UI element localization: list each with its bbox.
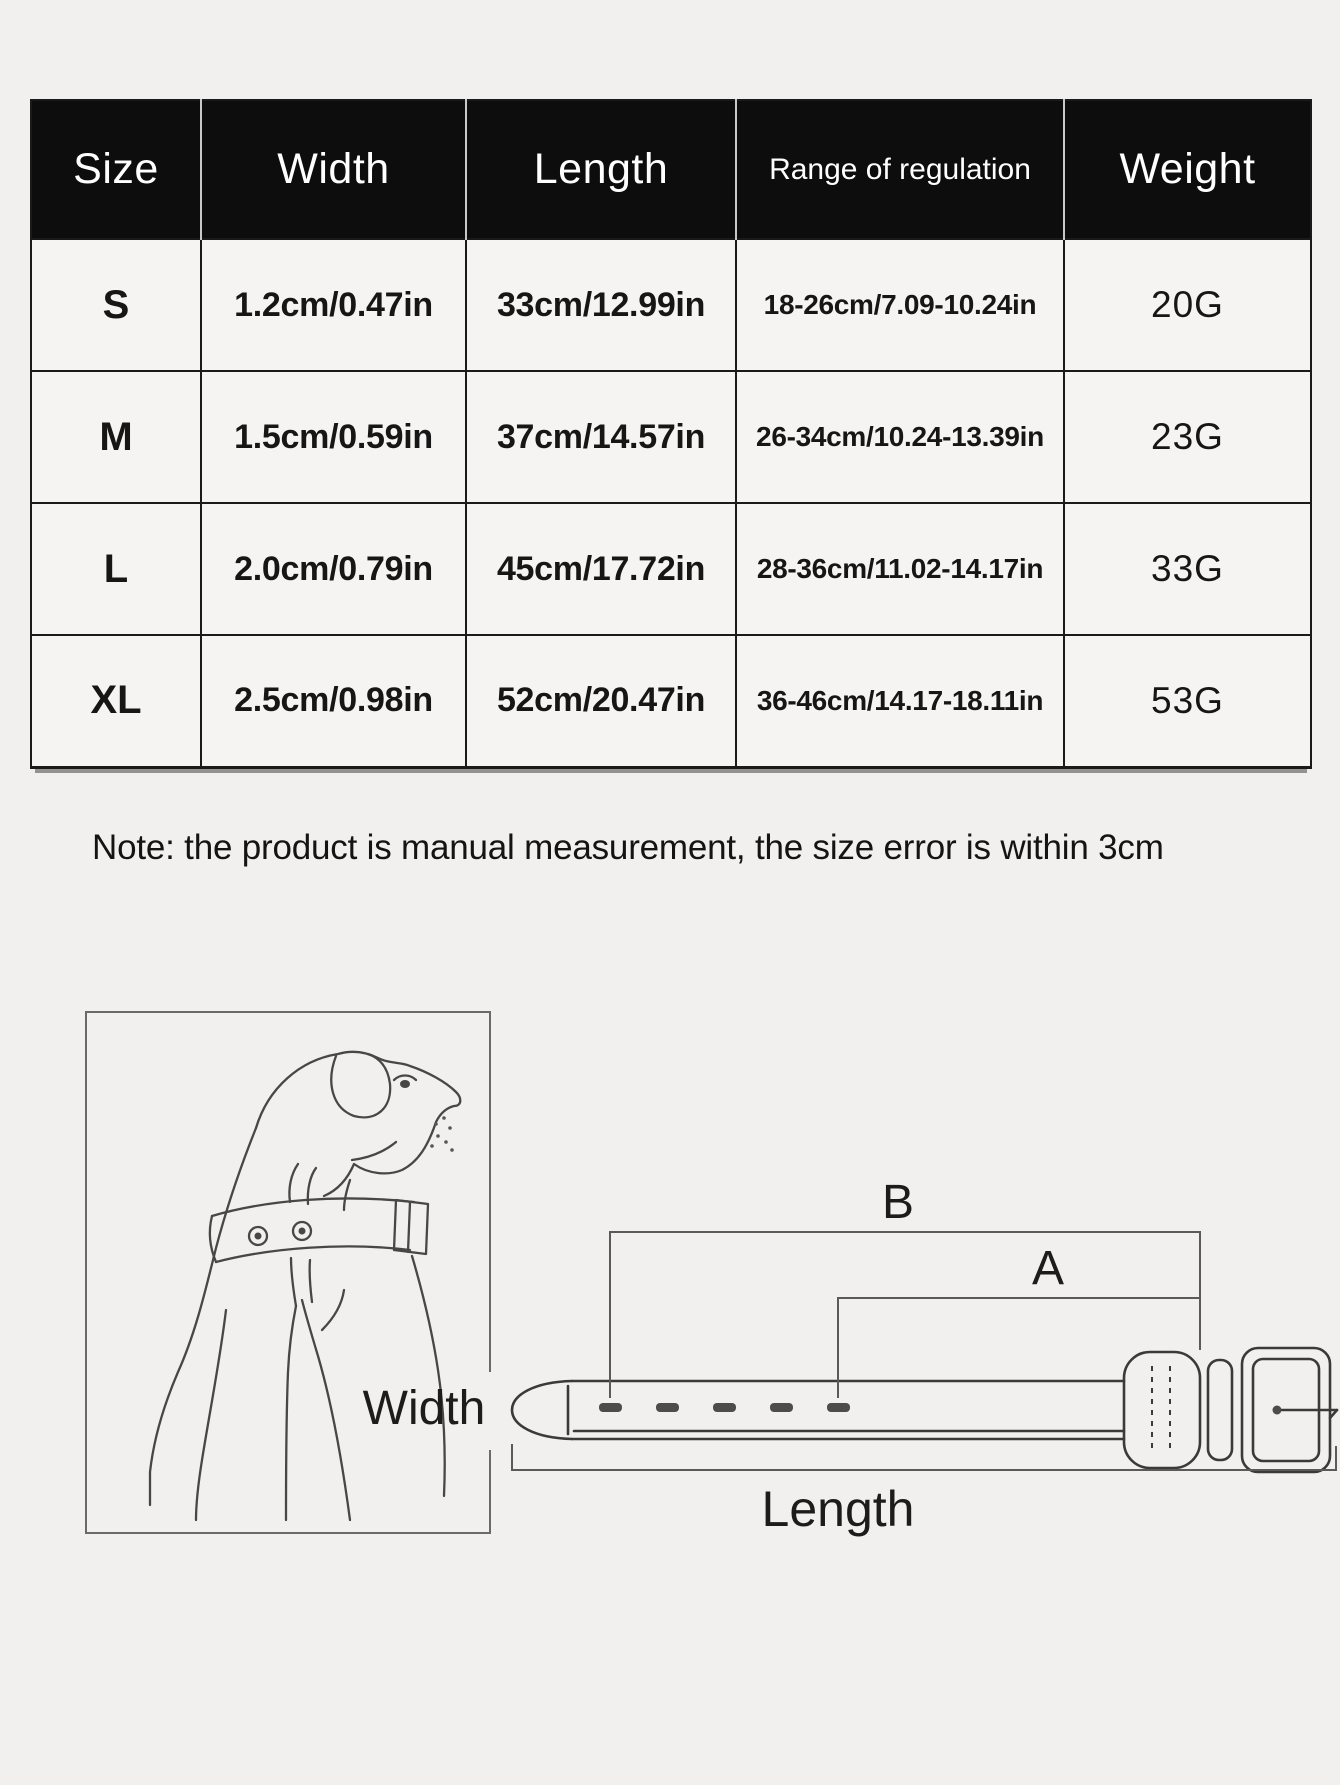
cell-width: 1.5cm/0.59in: [201, 371, 466, 503]
stipple-dot: [450, 1148, 454, 1152]
measurement-brackets: [512, 1232, 1336, 1470]
cell-range: 18-26cm/7.09-10.24in: [736, 239, 1064, 371]
hand-arm-outer: [302, 1300, 350, 1520]
dog-front-leg-line: [196, 1310, 226, 1520]
cell-size: XL: [31, 635, 201, 767]
stipple-dot: [434, 1122, 438, 1126]
cell-range: 26-34cm/10.24-13.39in: [736, 371, 1064, 503]
stipple-dot: [448, 1126, 452, 1130]
strap-hole: [599, 1403, 622, 1412]
header-weight: Weight: [1064, 100, 1311, 239]
dog-eye: [394, 1076, 416, 1081]
collar-bottom-edge: [216, 1246, 410, 1262]
cell-weight: 33G: [1064, 503, 1311, 635]
cell-length: 33cm/12.99in: [466, 239, 736, 371]
cell-weight: 53G: [1064, 635, 1311, 767]
label-width: Width: [362, 1382, 486, 1435]
cell-size: S: [31, 239, 201, 371]
strap-hole: [713, 1403, 736, 1412]
strap-hole: [656, 1403, 679, 1412]
dog-mouth-line: [352, 1142, 396, 1160]
cell-width: 2.0cm/0.79in: [201, 503, 466, 635]
stipple-dot: [444, 1140, 448, 1144]
header-length: Length: [466, 100, 736, 239]
hand-finger-under-collar: [310, 1260, 312, 1302]
collar-top-edge: [212, 1198, 414, 1216]
header-width: Width: [201, 100, 466, 239]
label-length: Length: [761, 1481, 915, 1537]
stipple-dot: [442, 1116, 446, 1120]
label-b: B: [881, 1176, 915, 1229]
strap-left-cap: [512, 1381, 572, 1439]
dog-head-outline: [256, 1052, 460, 1196]
cell-width: 1.2cm/0.47in: [201, 239, 466, 371]
header-range: Range of regulation: [736, 100, 1064, 239]
strap-hole: [827, 1403, 850, 1412]
cell-length: 45cm/17.72in: [466, 503, 736, 635]
strap-hole: [770, 1403, 793, 1412]
collar-eyelet-hole: [255, 1233, 262, 1240]
loop-bar: [1208, 1360, 1232, 1460]
cell-weight: 23G: [1064, 371, 1311, 503]
header-size: Size: [31, 100, 201, 239]
cell-range: 36-46cm/14.17-18.11in: [736, 635, 1064, 767]
dog-throat-line: [344, 1180, 350, 1210]
cell-width: 2.5cm/0.98in: [201, 635, 466, 767]
hand-thumb: [322, 1290, 344, 1330]
cell-length: 52cm/20.47in: [466, 635, 736, 767]
collar-buckle-on-dog: [394, 1200, 428, 1254]
dog-ear: [331, 1054, 390, 1117]
cell-length: 37cm/14.57in: [466, 371, 736, 503]
collar-eyelet-hole: [299, 1228, 306, 1235]
illustration-frame: [86, 1012, 490, 1533]
dog-muzzle-stipple: [430, 1116, 454, 1152]
strap-holes: [599, 1403, 850, 1412]
hand-sketch: [286, 1164, 350, 1520]
bracket-b: [610, 1232, 1200, 1398]
hand-arm-inner: [286, 1306, 296, 1520]
label-a: A: [1031, 1242, 1065, 1295]
hand-fingertip-above-collar: [289, 1164, 298, 1202]
hand-finger-under-collar: [291, 1258, 296, 1306]
keeper-loop: [1124, 1352, 1200, 1468]
frame-border: [86, 1012, 490, 1533]
dog-collar-fitting-illustration: [150, 1052, 460, 1520]
collar-diagram: [512, 1348, 1337, 1472]
cell-range: 28-36cm/11.02-14.17in: [736, 503, 1064, 635]
bracket-a: [838, 1298, 1200, 1398]
stipple-dot: [430, 1144, 434, 1148]
measurement-note: Note: the product is manual measurement, the size error is within 3cm: [92, 828, 1164, 867]
dog-eye-pupil: [400, 1080, 410, 1088]
cell-size: L: [31, 503, 201, 635]
buckle-pin-hole: [1273, 1406, 1282, 1415]
cell-size: M: [31, 371, 201, 503]
stipple-dot: [436, 1134, 440, 1138]
dog-collar: [210, 1198, 428, 1262]
cell-weight: 20G: [1064, 239, 1311, 371]
dog-chest-right-line: [412, 1256, 445, 1496]
